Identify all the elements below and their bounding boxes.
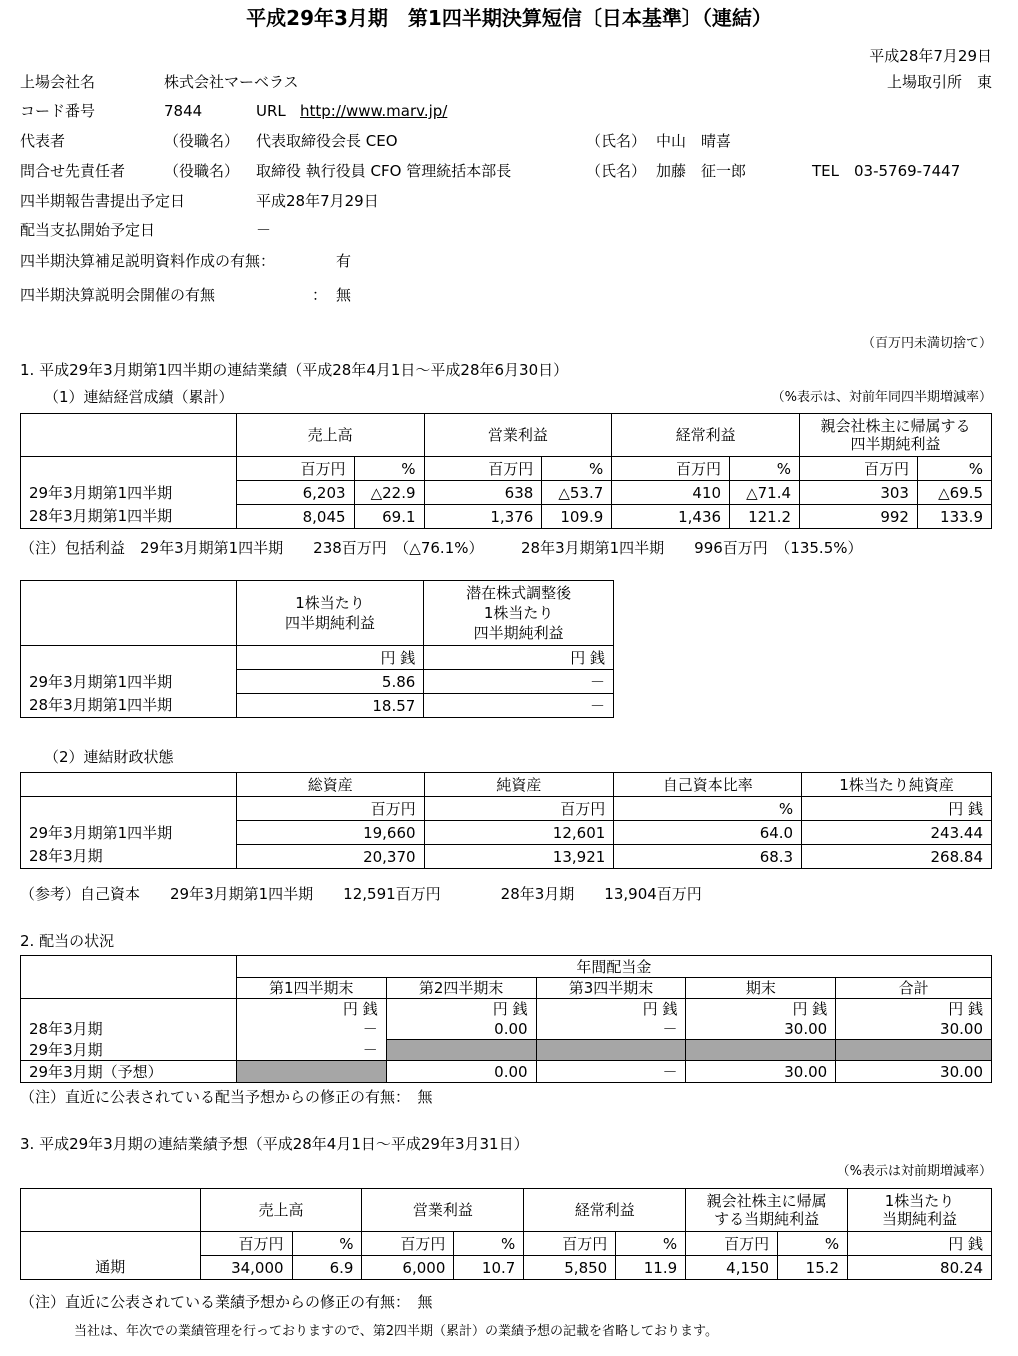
unit-m: 百万円 [800, 457, 918, 481]
header-bps: 1株当たり純資産 [802, 773, 992, 797]
unit-yen: 円 銭 [424, 646, 614, 670]
header-q1: 第1四半期末 [236, 978, 386, 999]
company-name: 株式会社マーベラス [164, 73, 299, 91]
header-operating: 営業利益 [362, 1189, 524, 1232]
cell: 30.00 [686, 1061, 836, 1083]
unit-pct: % [616, 1232, 686, 1256]
header-diluted-line3: 四半期純利益 [473, 624, 564, 642]
header-blank [21, 956, 237, 978]
dividend-note: （注）直近に公表されている配当予想からの修正の有無： 無 [20, 1088, 433, 1106]
forecast-note-detail: 当社は、年次での業績管理を行っておりますので、第2四半期（累計）の業績予想の記載を省略しております。 [74, 1324, 718, 1339]
unit-row [21, 797, 992, 821]
forecast-table [20, 1188, 992, 1280]
table-row [21, 1061, 992, 1083]
header-eps-line1: 1株当たり [295, 594, 365, 612]
cell: 20,370 [236, 845, 424, 869]
cell: 6,000 [362, 1256, 454, 1280]
unit-m: 百万円 [362, 1232, 454, 1256]
section1-heading: 1. 平成29年3月期第1四半期の連結業績（平成28年4月1日～平成28年6月30日） [20, 361, 569, 379]
table-row [21, 481, 992, 505]
cell: 80.24 [848, 1256, 992, 1280]
row-label: 28年3月期第1四半期 [21, 694, 237, 718]
contact-name-label: （氏名） [586, 162, 647, 180]
contact-role: 取締役 執行役員 CFO 管理統括本部長 [256, 162, 512, 180]
table-header-row [21, 414, 992, 457]
unit-pct: % [292, 1232, 362, 1256]
header-operating: 営業利益 [424, 414, 612, 457]
row-label: 29年3月期第1四半期 [21, 821, 237, 845]
financial-position-sub: （2）連結財政状態 [44, 748, 174, 766]
header-blank [21, 414, 237, 457]
unit-m: 百万円 [236, 457, 354, 481]
header-year-end: 期末 [686, 978, 836, 999]
row-label: 29年3月期（予想） [21, 1061, 237, 1083]
cell: 10.7 [454, 1256, 524, 1280]
header-eps-line2: 当期純利益 [882, 1210, 958, 1228]
comprehensive-income-note: （注）包括利益 29年3月期第1四半期 238百万円 （△76.1%） 28年3月期第1四半期 996百万円 （135.5%） [20, 539, 863, 557]
table-row [21, 821, 992, 845]
header-annual-dividend: 年間配当金 [236, 956, 991, 978]
cell: 1,376 [424, 505, 542, 529]
row-label: 28年3月期 [21, 845, 237, 869]
shaded-cell [686, 1040, 836, 1061]
header-net-line1: 親会社株主に帰属 [706, 1192, 827, 1210]
cell: △71.4 [730, 481, 800, 505]
unit-pct: % [730, 457, 800, 481]
supp-label: 四半期決算補足説明資料作成の有無： [20, 252, 276, 270]
rep-label: 代表者 [20, 132, 66, 150]
unit-yen: 円 銭 [236, 646, 424, 670]
cell: 0.00 [386, 1061, 536, 1083]
row-label: 29年3月期 [21, 1040, 237, 1061]
cell: 4,150 [686, 1256, 778, 1280]
company-label: 上場会社名 [20, 73, 96, 91]
cell: 5,850 [524, 1256, 616, 1280]
header-ordinary: 経常利益 [612, 414, 800, 457]
report-date: 平成28年7月29日 [869, 47, 992, 65]
cell: 121.2 [730, 505, 800, 529]
header-net [800, 414, 992, 457]
shaded-cell [236, 1061, 386, 1083]
cell: － [424, 670, 614, 694]
equity-reference: （参考）自己資本 29年3月期第1四半期 12,591百万円 28年3月期 13,904百万円 [20, 885, 702, 903]
cell: 34,000 [200, 1256, 292, 1280]
cell: 30.00 [686, 1019, 836, 1040]
cell: 11.9 [616, 1256, 686, 1280]
header-blank [21, 978, 237, 999]
header-blank [21, 773, 237, 797]
header-sales: 売上高 [200, 1189, 362, 1232]
cell: － [236, 1019, 386, 1040]
header-diluted-line1: 潜在株式調整後 [466, 584, 572, 602]
cell: 15.2 [778, 1256, 848, 1280]
cell: 19,660 [236, 821, 424, 845]
cell: 30.00 [836, 1061, 992, 1083]
cell: 69.1 [354, 505, 424, 529]
unit-m: 百万円 [424, 797, 614, 821]
unit-pct: % [542, 457, 612, 481]
cell: 6.9 [292, 1256, 362, 1280]
div-start-label: 配当支払開始予定日 [20, 221, 156, 239]
table-header-row [21, 1189, 992, 1232]
table-header-row [21, 956, 992, 978]
unit-m: 百万円 [612, 457, 730, 481]
header-net-line1: 親会社株主に帰属する [820, 417, 971, 435]
unit-m: 百万円 [524, 1232, 616, 1256]
unit-yen: 円 銭 [836, 999, 992, 1020]
section2-heading: 2. 配当の状況 [20, 932, 115, 950]
unit-blank [21, 457, 237, 481]
header-eps [236, 581, 424, 646]
cell: 243.44 [802, 821, 992, 845]
exchange: 上場取引所 東 [886, 73, 992, 91]
cell: 18.57 [236, 694, 424, 718]
unit-pct: % [778, 1232, 848, 1256]
cell: － [236, 1040, 386, 1061]
rep-name: 中山 晴喜 [656, 132, 732, 150]
cell: 1,436 [612, 505, 730, 529]
header-q2: 第2四半期末 [386, 978, 536, 999]
header-blank [21, 1189, 201, 1232]
code-value: 7844 [164, 102, 203, 120]
unit-blank [21, 797, 237, 821]
table-row [21, 845, 992, 869]
cell: 0.00 [386, 1019, 536, 1040]
rep-name-label: （氏名） [586, 132, 647, 150]
report-date-value: 平成28年7月29日 [256, 192, 379, 210]
cell: 268.84 [802, 845, 992, 869]
section3-pct-note: （%表示は対前期増減率） [836, 1164, 992, 1179]
table-header-row [21, 978, 992, 999]
header-equity-ratio: 自己資本比率 [614, 773, 802, 797]
table-row [21, 694, 614, 718]
unit-yen: 円 銭 [686, 999, 836, 1020]
unit-pct: % [454, 1232, 524, 1256]
cell: 30.00 [836, 1019, 992, 1040]
cell: 303 [800, 481, 918, 505]
unit-row [21, 457, 992, 481]
dividend-table [20, 955, 992, 1083]
row-label: 29年3月期第1四半期 [21, 670, 237, 694]
header-ordinary: 経常利益 [524, 1189, 686, 1232]
cell: － [424, 694, 614, 718]
table-row [21, 505, 992, 529]
cell: 638 [424, 481, 542, 505]
shaded-cell [836, 1040, 992, 1061]
header-blank [21, 581, 237, 646]
header-net-line2: する当期純利益 [714, 1210, 820, 1228]
report-label: 四半期報告書提出予定日 [20, 192, 186, 210]
unit-yen: 円 銭 [386, 999, 536, 1020]
unit-blank [21, 999, 237, 1020]
table-row [21, 1256, 992, 1280]
cell: 992 [800, 505, 918, 529]
unit-blank [21, 646, 237, 670]
header-q3: 第3四半期末 [536, 978, 686, 999]
cell: 64.0 [614, 821, 802, 845]
unit-m: 百万円 [236, 797, 424, 821]
row-label: 28年3月期 [21, 1019, 237, 1040]
shaded-cell [386, 1040, 536, 1061]
div-start-value: － [256, 221, 272, 239]
row-label: 28年3月期第1四半期 [21, 505, 237, 529]
code-label: コード番号 [20, 102, 96, 120]
supp-value: 有 [336, 252, 352, 270]
unit-yen: 円 銭 [236, 999, 386, 1020]
page-title: 平成29年3月期 第1四半期決算短信〔日本基準〕（連結） [246, 6, 772, 30]
cell: 109.9 [542, 505, 612, 529]
contact-role-label: （役職名） [164, 162, 240, 180]
url-label: URL [256, 102, 286, 120]
header-total-assets: 総資産 [236, 773, 424, 797]
unit-row [21, 1232, 992, 1256]
unit-pct: % [614, 797, 802, 821]
cell: 13,921 [424, 845, 614, 869]
row-label: 29年3月期第1四半期 [21, 481, 237, 505]
header-eps-line1: 1株当たり [884, 1192, 955, 1210]
table-row [21, 1019, 992, 1040]
unit-blank [21, 1232, 201, 1256]
header-diluted-eps [424, 581, 614, 646]
cell: － [536, 1019, 686, 1040]
rep-role: 代表取締役会長 CEO [256, 132, 398, 150]
unit-row [21, 646, 614, 670]
contact-tel: TEL 03-5769-7447 [812, 162, 961, 180]
cell: 133.9 [917, 505, 991, 529]
header-sales: 売上高 [236, 414, 424, 457]
unit-m: 百万円 [686, 1232, 778, 1256]
cell: △53.7 [542, 481, 612, 505]
table-header-row [21, 581, 614, 646]
cell: 68.3 [614, 845, 802, 869]
cell: 5.86 [236, 670, 424, 694]
unit-yen: 円 銭 [536, 999, 686, 1020]
contact-label: 問合せ先責任者 [20, 162, 126, 180]
meeting-value: 無 [336, 286, 352, 304]
header-total: 合計 [836, 978, 992, 999]
meeting-colon: ： [312, 286, 328, 304]
eps-table [20, 580, 614, 718]
cell: － [536, 1061, 686, 1083]
cell: 410 [612, 481, 730, 505]
row-label: 通期 [21, 1256, 201, 1280]
header-net-assets: 純資産 [424, 773, 614, 797]
cell: △22.9 [354, 481, 424, 505]
header-net [686, 1189, 848, 1232]
cell: 8,045 [236, 505, 354, 529]
cell: △69.5 [917, 481, 991, 505]
contact-name: 加藤 征一郎 [656, 162, 747, 180]
shaded-cell [536, 1040, 686, 1061]
section1-pct-note: （%表示は、対前年同四半期増減率） [771, 390, 992, 405]
header-diluted-line2: 1株当たり [483, 604, 554, 622]
unit-row [21, 999, 992, 1020]
section1-sub: （1）連結経営成績（累計） [44, 388, 234, 406]
unit-yen: 円 銭 [802, 797, 992, 821]
unit-note: （百万円未満切捨て） [861, 336, 992, 351]
header-eps-line2: 四半期純利益 [285, 614, 376, 632]
table-header-row [21, 773, 992, 797]
unit-pct: % [354, 457, 424, 481]
cell: 6,203 [236, 481, 354, 505]
unit-pct: % [917, 457, 991, 481]
financial-position-table [20, 772, 992, 869]
table-row [21, 670, 614, 694]
cell: 12,601 [424, 821, 614, 845]
unit-m: 百万円 [200, 1232, 292, 1256]
unit-m: 百万円 [424, 457, 542, 481]
header-net-line2: 四半期純利益 [850, 435, 941, 453]
forecast-note: （注）直近に公表されている業績予想からの修正の有無： 無 [20, 1293, 433, 1311]
section3-heading: 3. 平成29年3月期の連結業績予想（平成28年4月1日～平成29年3月31日） [20, 1135, 529, 1153]
unit-yen: 円 銭 [848, 1232, 992, 1256]
meeting-label: 四半期決算説明会開催の有無 [20, 286, 216, 304]
rep-role-label: （役職名） [164, 132, 240, 150]
url-link[interactable]: http://www.marv.jp/ [300, 102, 448, 120]
results-table [20, 413, 992, 529]
header-eps [848, 1189, 992, 1232]
table-row [21, 1040, 992, 1061]
